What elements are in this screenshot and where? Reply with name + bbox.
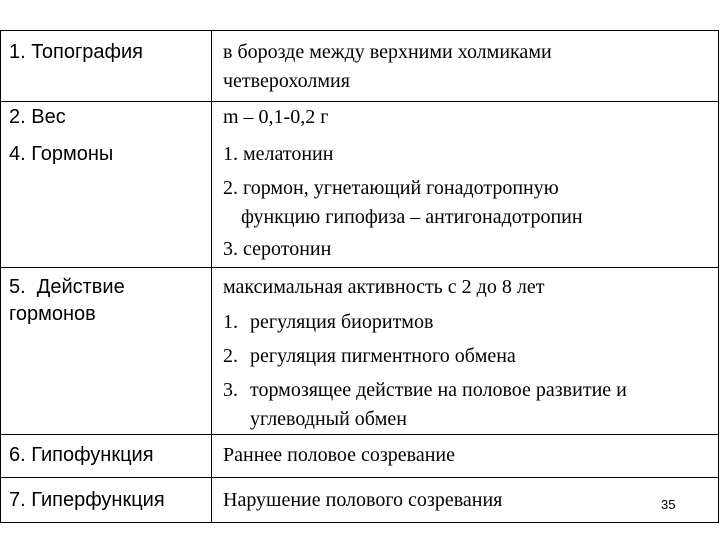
action-item-3-number: 3.	[223, 379, 238, 401]
column-divider	[211, 31, 212, 522]
row-label-hormones: 4. Гормоны	[9, 143, 114, 165]
page-number: 35	[661, 497, 676, 512]
hormone-item-3-number: 3.	[223, 238, 238, 260]
row-divider	[1, 434, 718, 435]
row-divider	[1, 101, 718, 102]
hormone-action-intro: максимальная активность с 2 до 8 лет	[223, 276, 545, 298]
hormone-item-1-text: мелатонин	[243, 143, 334, 165]
row-label-hormone-action-line-2: гормонов	[9, 303, 96, 325]
action-item-1-text: регуляция биоритмов	[250, 311, 434, 333]
row-divider	[1, 267, 718, 268]
action-item-2-number: 2.	[223, 345, 238, 367]
row-label-hormone-action-line-1: 5. Действие	[9, 276, 125, 298]
action-item-1-number: 1.	[223, 311, 238, 333]
action-item-3-text: тормозящее действие на половое развитие и	[250, 379, 627, 401]
row-label-topography: 1. Топография	[9, 41, 143, 63]
pineal-gland-table	[0, 30, 719, 523]
action-item-2	[223, 343, 516, 369]
hormone-item-2	[223, 175, 559, 201]
action-item-3	[223, 377, 627, 403]
hypofunction-value: Раннее половое созревание	[223, 444, 456, 466]
hormone-item-2-text: гормон, угнетающий гонадотропную	[243, 177, 559, 199]
row-label-weight: 2. Вес	[9, 106, 66, 128]
hormone-item-2-continued-text: функцию гипофиза – антигонадотропин	[241, 206, 583, 228]
hormone-item-1	[223, 141, 333, 167]
weight-value: m – 0,1-0,2 г	[223, 106, 329, 128]
hyperfunction-value: Нарушение полового созревания	[223, 489, 503, 511]
hormone-item-2-continued	[241, 204, 583, 230]
topography-line-2: четверохолмия	[223, 70, 350, 92]
action-item-1	[223, 309, 433, 335]
action-item-2-text: регуляция пигментного обмена	[250, 345, 516, 367]
row-label-hyperfunction: 7. Гиперфункция	[9, 489, 165, 511]
hormone-item-3-text: серотонин	[243, 238, 332, 260]
hormone-item-1-number: 1.	[223, 143, 238, 165]
topography-line-1: в борозде между верхними холмиками	[223, 41, 552, 63]
action-item-3-continued	[250, 406, 407, 432]
action-item-3-continued-text: углеводный обмен	[250, 408, 408, 430]
hormone-item-3	[223, 236, 331, 262]
row-label-hypofunction: 6. Гипофункция	[9, 444, 154, 466]
hormone-item-2-number: 2.	[223, 177, 238, 199]
row-divider	[1, 477, 718, 478]
